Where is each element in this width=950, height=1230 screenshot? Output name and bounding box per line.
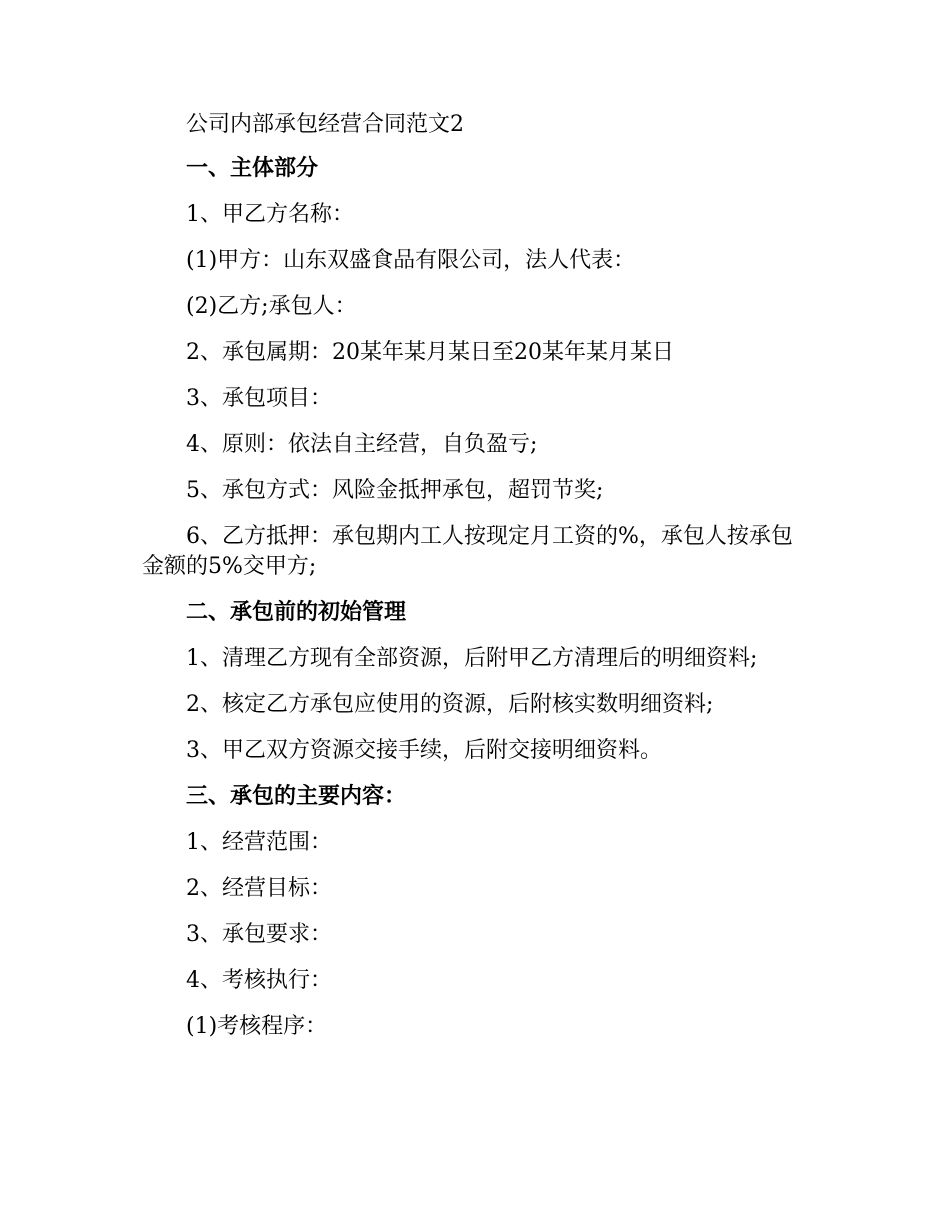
paragraph: 3、承包项目： [186,386,332,411]
paragraph: 1、清理乙方现有全部资源，后附甲乙方清理后的明细资料; [186,646,758,671]
paragraph: 5、承包方式：风险金抵押承包，超罚节奖; [186,478,604,503]
paragraph: 4、考核执行： [186,968,332,993]
paragraph: 2、核定乙方承包应使用的资源，后附核实数明细资料; [186,692,714,717]
paragraph: (1)考核程序： [186,1014,328,1039]
section-heading: 二、承包前的初始管理 [186,600,407,625]
document-body [142,154,807,1042]
paragraph: 6、乙方抵押：承包期内工人按现定月工资的%，承包人按承包金额的5%交甲方; [142,524,793,579]
paragraph: 2、承包属期：20某年某月某日至20某年某月某日 [186,340,674,365]
section-heading: 三、承包的主要内容： [186,784,407,809]
paragraph: 2、经营目标： [186,876,332,901]
paragraph: 3、承包要求： [186,922,332,947]
paragraph: 1、经营范围： [186,830,332,855]
section-heading: 一、主体部分 [186,156,319,181]
document-page [142,110,807,1058]
paragraph: 4、原则：依法自主经营，自负盈亏; [186,432,538,457]
document-title: 公司内部承包经营合同范文2 [186,112,464,137]
paragraph: (2)乙方;承包人： [186,294,357,319]
paragraph: (1)甲方：山东双盛食品有限公司，法人代表： [186,248,636,273]
paragraph: 1、甲乙方名称： [186,202,354,227]
paragraph: 3、甲乙双方资源交接手续，后附交接明细资料。 [186,738,662,763]
